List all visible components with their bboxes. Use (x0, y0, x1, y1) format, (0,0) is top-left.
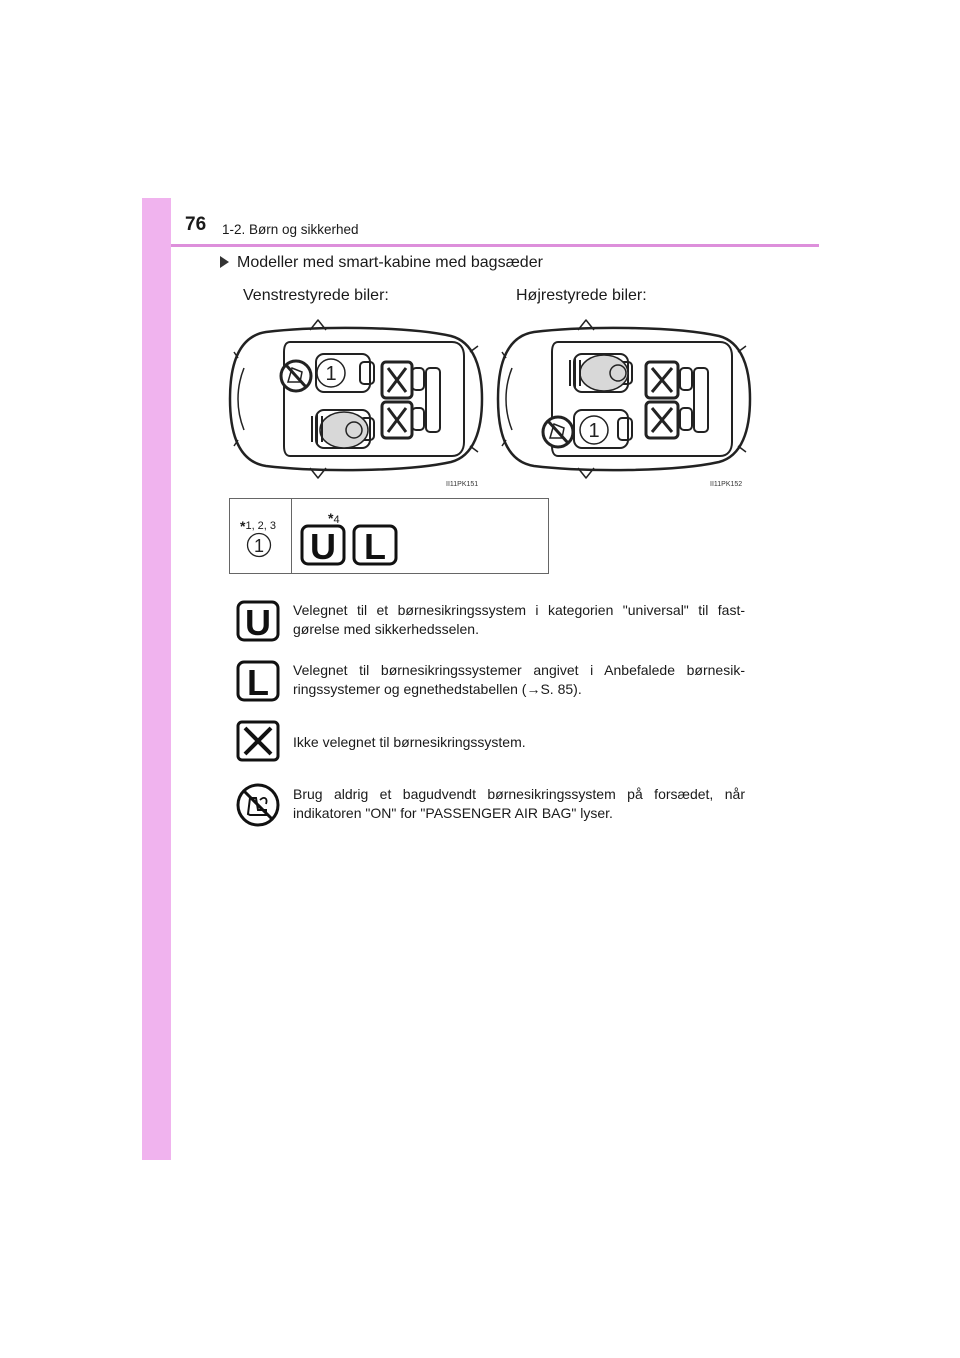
footnote-ref-b: *4 (328, 510, 340, 526)
universal-u-icon (300, 524, 346, 566)
heading-text: Modeller med smart-kabine med bagsæder (237, 254, 543, 271)
legend-divider (291, 498, 292, 574)
svg-text:L: L (364, 526, 386, 566)
seat-number-label: 1 (588, 420, 600, 442)
figure-code-right: II11PK152 (710, 481, 743, 488)
listed-l-icon (236, 660, 280, 702)
page-number: 76 (185, 214, 207, 235)
seat-number-label: 1 (325, 363, 337, 385)
triangle-bullet-icon (220, 256, 229, 268)
svg-text:U: U (245, 602, 271, 642)
svg-text:1: 1 (253, 536, 265, 556)
left-hand-drive-label: Venstrestyrede biler: (243, 287, 389, 304)
no-rear-facing-airbag-icon (236, 782, 280, 828)
header-rule (171, 244, 819, 247)
svg-text:U: U (310, 526, 336, 566)
listed-l-icon (352, 524, 398, 566)
svg-text:L: L (247, 662, 269, 702)
airbag-warning-description: Brug aldrig et bagudvendt børnesikringssystem på forsædet, når indikatoren "ON" for "PASSENGER AIR BAG" lyser. (293, 786, 745, 821)
universal-u-icon (236, 600, 280, 642)
universal-description: Velegnet til et børnesikringssystem i kategorien "universal" til fast-gørelse med sikkerhedsselen. (293, 602, 745, 637)
footnote-ref-a: *1, 2, 3 (240, 518, 277, 534)
left-hand-drive-car-diagram (226, 318, 484, 480)
right-hand-drive-label: Højrestyrede biler: (516, 287, 647, 304)
section-heading (220, 254, 543, 272)
listed-description: Velegnet til børnesikringssystemer angivet i Anbefalede børnesik-ringssystemer og egnethedstabellen (→S. 85). (293, 662, 745, 697)
right-hand-drive-car-diagram (494, 318, 752, 480)
figure-code-left: II11PK151 (446, 481, 479, 488)
sidebar-tab (142, 198, 171, 1160)
section-title: 1-2. Børn og sikkerhed (222, 222, 359, 237)
seat-number-icon (246, 532, 272, 558)
not-suitable-x-icon (236, 720, 280, 762)
not-suitable-description: Ikke velegnet til børnesikringssystem. (293, 734, 526, 750)
